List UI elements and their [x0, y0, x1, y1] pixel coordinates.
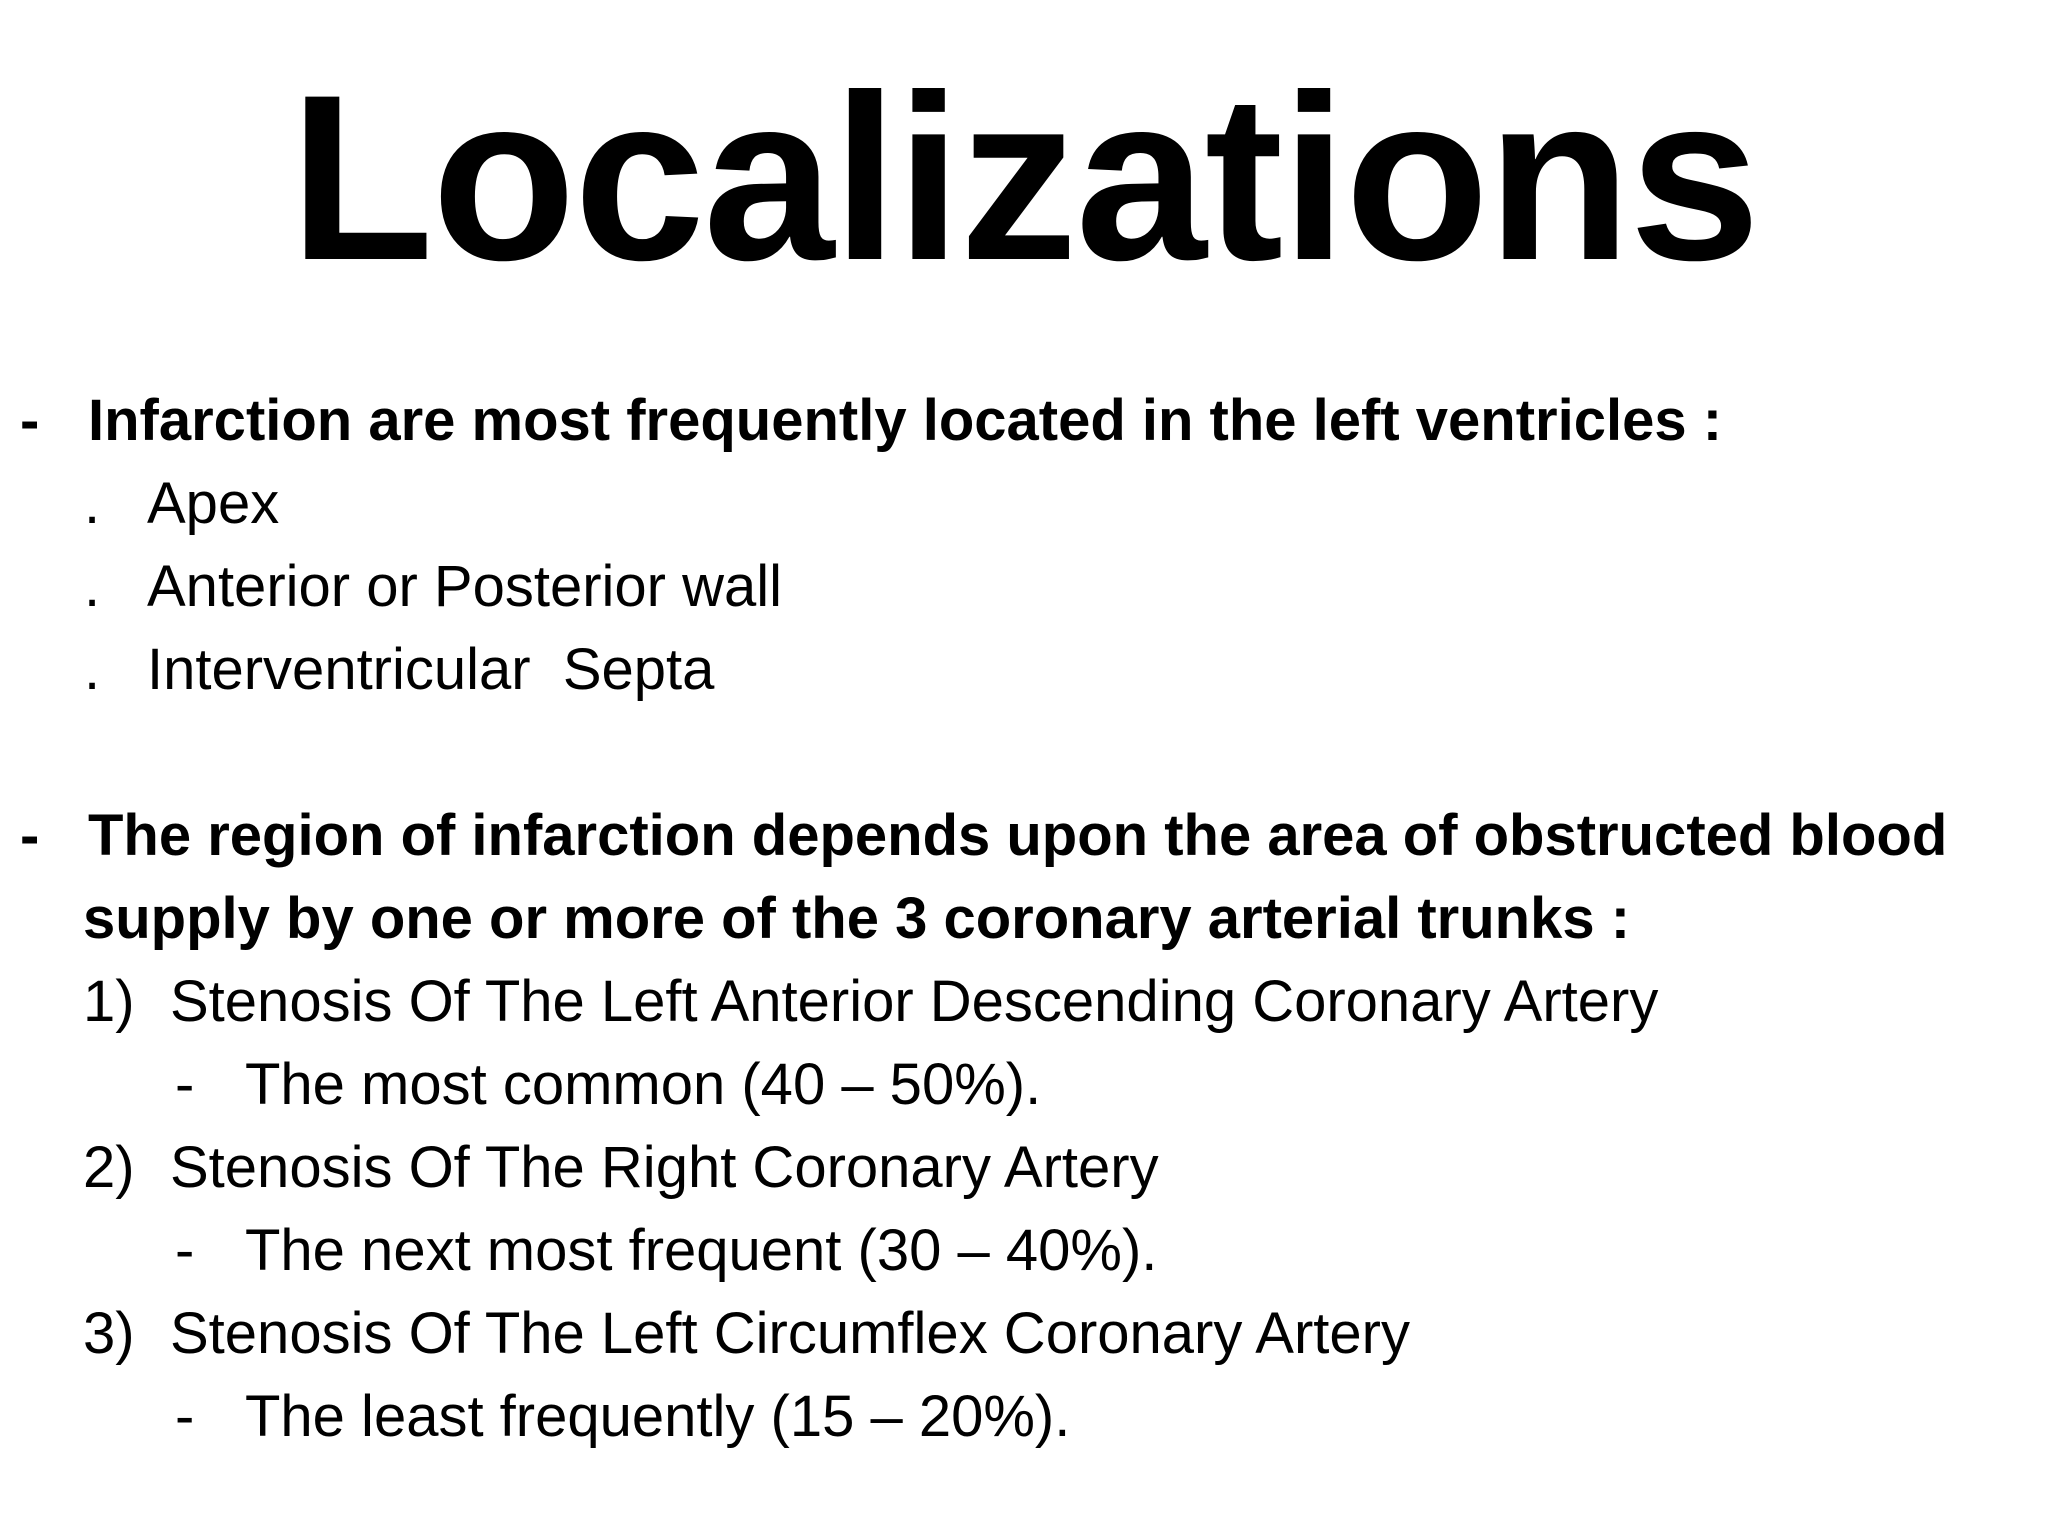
sub-item-rca-frequency: The next most frequent (30 – 40%). [245, 1218, 1158, 1283]
sub-item-lad-frequency: The most common (40 – 50%). [245, 1052, 1042, 1117]
list-number: 1) [83, 969, 135, 1034]
list-number: 3) [83, 1301, 135, 1366]
list-item-rca: Stenosis Of The Right Coronary Artery [170, 1135, 1159, 1200]
list-number: 2) [83, 1135, 135, 1200]
sub-dash-marker: - [175, 1052, 195, 1117]
list-item-lcx: Stenosis Of The Left Circumflex Coronary Artery [170, 1301, 1410, 1366]
section1-heading: Infarction are most frequently located in the left ventricles : [88, 388, 1723, 453]
section2-dash-marker: - [20, 803, 40, 868]
section1-item-wall: Anterior or Posterior wall [147, 554, 782, 619]
sub-dash-marker: - [175, 1384, 195, 1449]
section1-bullet-marker: . [84, 471, 101, 536]
section1-item-apex: Apex [147, 471, 280, 536]
sub-item-lcx-frequency: The least frequently (15 – 20%). [245, 1384, 1071, 1449]
list-item-lad: Stenosis Of The Left Anterior Descending Coronary Artery [170, 969, 1659, 1034]
section1-bullet-marker: . [84, 637, 101, 702]
section1-item-septa: Interventricular Septa [147, 637, 715, 702]
section2-heading-line2: supply by one or more of the 3 coronary arterial trunks : [83, 886, 1631, 951]
slide-title: Localizations [289, 46, 1759, 310]
section2-heading-line1: The region of infarction depends upon the area of obstructed blood [88, 803, 1948, 868]
section1-bullet-marker: . [84, 554, 101, 619]
section1-dash-marker: - [20, 388, 40, 453]
sub-dash-marker: - [175, 1218, 195, 1283]
